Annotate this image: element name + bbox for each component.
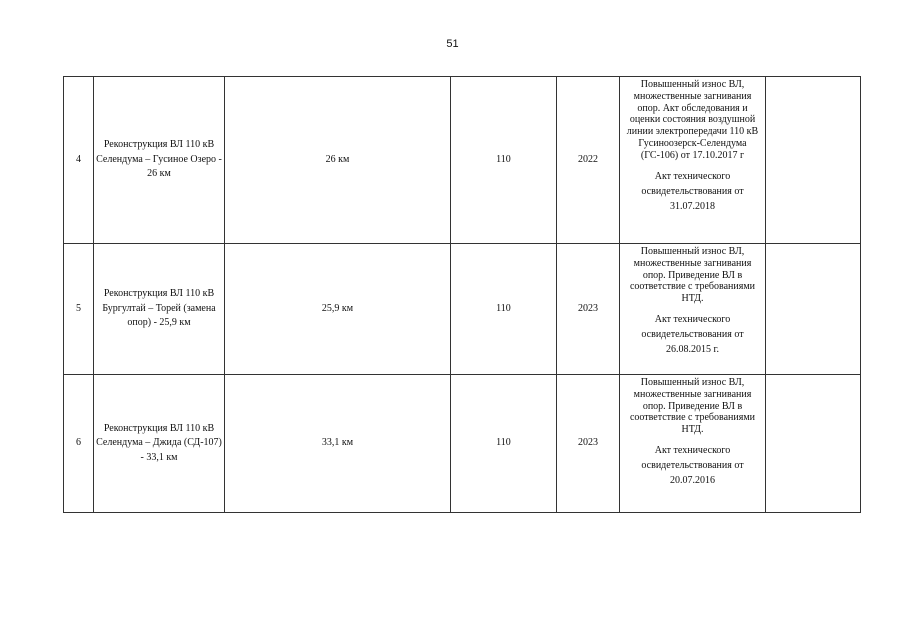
note-cell <box>766 375 861 513</box>
table-row <box>64 77 861 244</box>
justification-cell <box>620 244 766 375</box>
year: 2022 <box>557 77 620 244</box>
project-name-cell <box>94 77 225 244</box>
line-length: 33,1 км <box>225 375 451 513</box>
page-number: 51 <box>446 38 459 50</box>
justification-text: Повышенный износ ВЛ, множественные загнивания опор. Акт обследования и оценки состояния воздушной линии электропередачи 110 кВ Гусиноозерск-Селендума (ГС-106) от 17.10.2017 г <box>626 79 759 161</box>
note-cell <box>766 77 861 244</box>
row-number: 6 <box>64 375 94 513</box>
project-name: Реконструкция ВЛ 110 кВ Селендума – Джида (СД-107) - 33,1 км <box>96 422 222 463</box>
inspection-act: Акт технического освидетельствования от 26.08.2015 г. <box>641 313 744 355</box>
justification-cell <box>620 77 766 244</box>
justification-cell <box>620 375 766 513</box>
line-length: 26 км <box>225 77 451 244</box>
table-row <box>64 244 861 375</box>
reconstruction-table <box>63 76 861 513</box>
year: 2023 <box>557 244 620 375</box>
note-cell <box>766 244 861 375</box>
project-name: Реконструкция ВЛ 110 кВ Селендума – Гусиное Озеро - 26 км <box>96 139 222 180</box>
table-row <box>64 375 861 513</box>
inspection-act: Акт технического освидетельствования от 20.07.2016 <box>641 444 744 486</box>
project-name-cell <box>94 244 225 375</box>
project-name: Реконструкция ВЛ 110 кВ Бургултай – Торей (замена опор) - 25,9 км <box>102 288 216 329</box>
project-name-cell <box>94 375 225 513</box>
row-number: 4 <box>64 77 94 244</box>
voltage: 110 <box>451 77 557 244</box>
justification-text: Повышенный износ ВЛ, множественные загнивания опор. Приведение ВЛ в соответствие с требованиями НТД. <box>629 246 756 305</box>
line-length: 25,9 км <box>225 244 451 375</box>
inspection-act: Акт технического освидетельствования от 31.07.2018 <box>641 170 744 212</box>
justification-text: Повышенный износ ВЛ, множественные загнивания опор. Приведение ВЛ в соответствие с требованиями НТД. <box>629 377 756 436</box>
voltage: 110 <box>451 244 557 375</box>
year: 2023 <box>557 375 620 513</box>
voltage: 110 <box>451 375 557 513</box>
row-number: 5 <box>64 244 94 375</box>
